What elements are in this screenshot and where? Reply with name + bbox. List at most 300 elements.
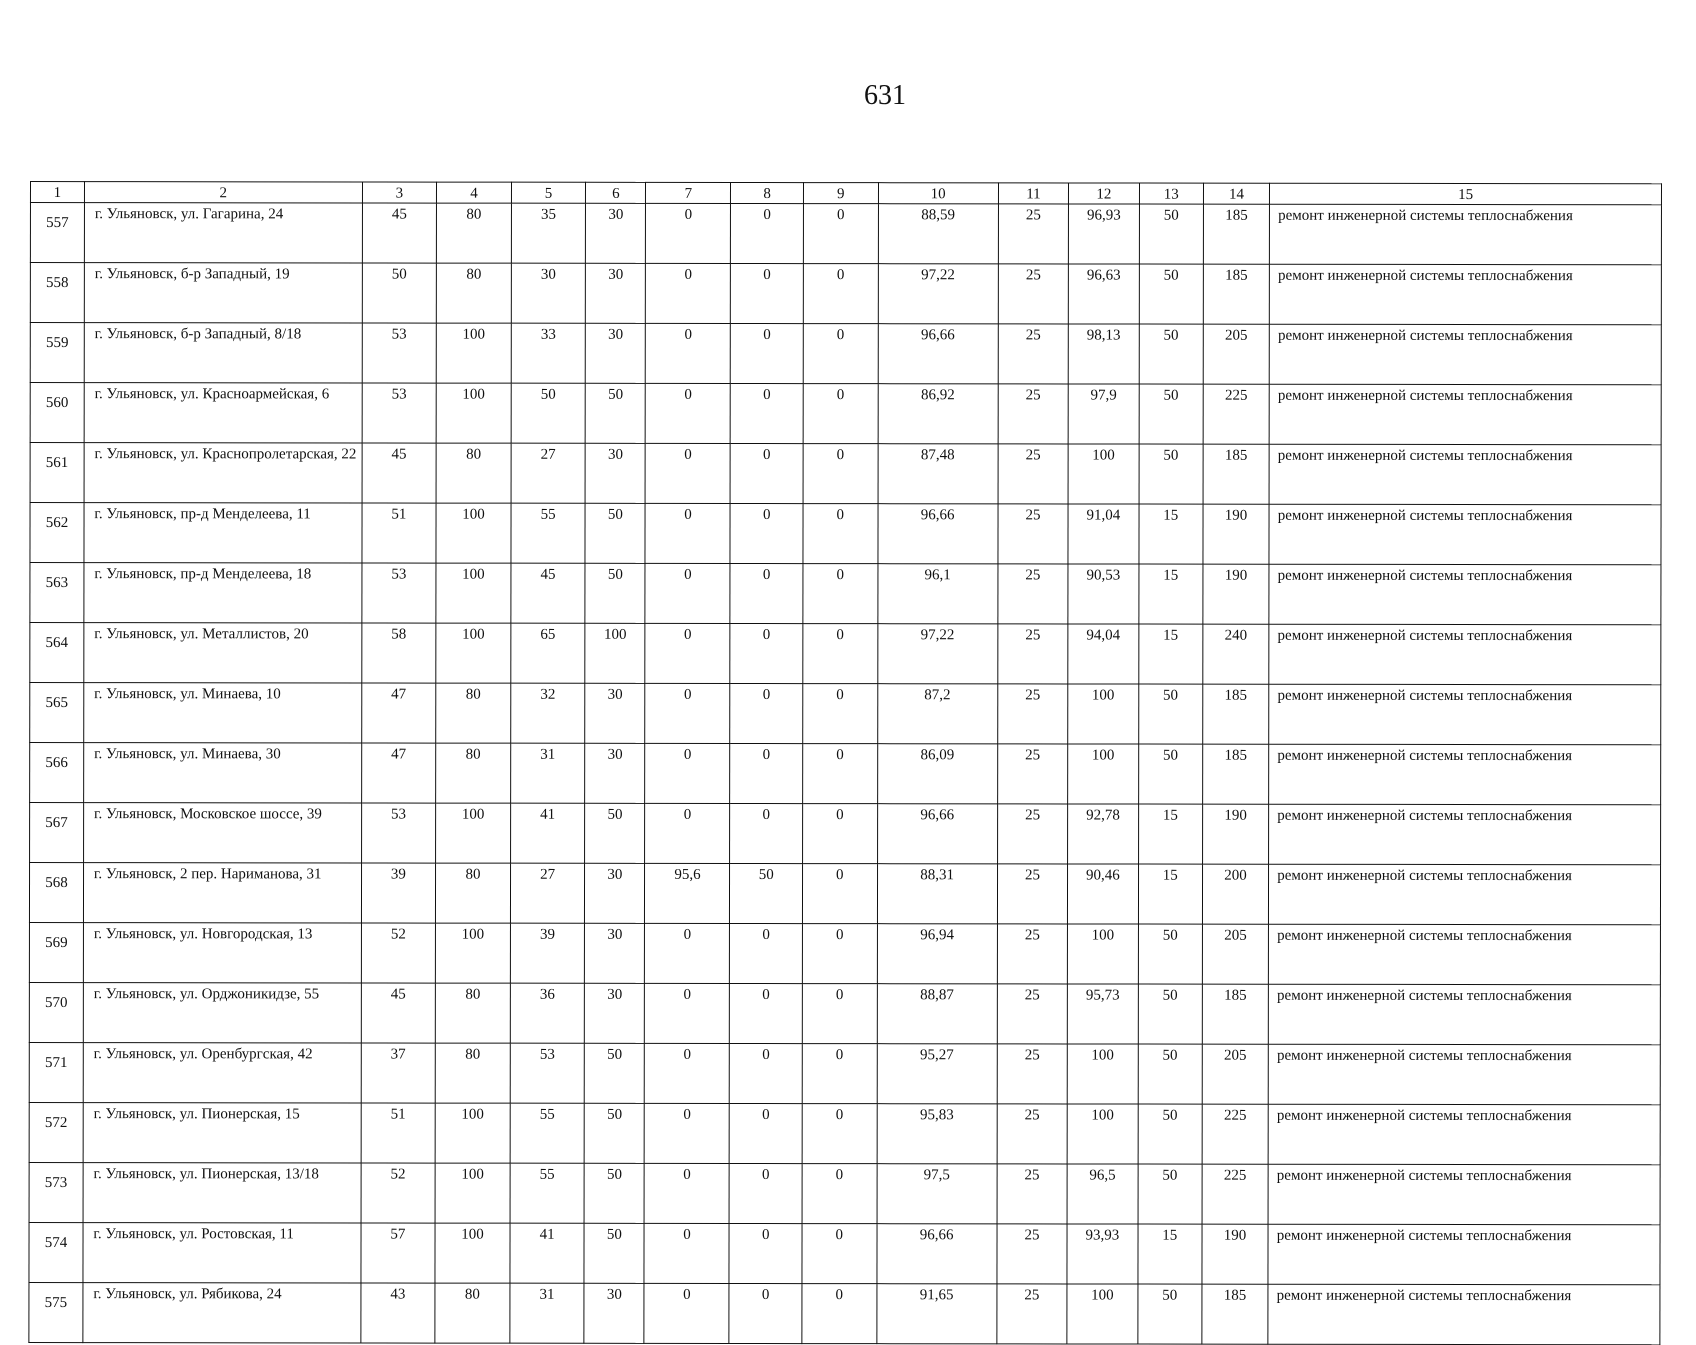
address-cell: г. Ульяновск, б-р Западный, 8/18 <box>84 323 362 383</box>
table-row <box>30 743 1661 805</box>
col-4-cell: 100 <box>435 1103 510 1163</box>
column-header-4: 4 <box>437 182 512 203</box>
col-14-cell: 185 <box>1203 204 1269 264</box>
col-9-cell: 0 <box>802 1284 877 1344</box>
col-8-cell: 0 <box>730 983 803 1043</box>
table-row <box>30 803 1661 865</box>
col-5-cell: 45 <box>511 563 586 623</box>
col-6-cell: 50 <box>585 563 645 623</box>
address-cell: г. Ульяновск, ул. Краснопролетарская, 22 <box>84 443 362 503</box>
col-5-cell: 41 <box>510 803 585 863</box>
table-row <box>29 923 1660 985</box>
row-number-cell: 564 <box>30 623 84 683</box>
col-10-cell: 97,5 <box>877 1164 997 1224</box>
col-5-cell: 27 <box>511 443 586 503</box>
col-4-cell: 80 <box>436 683 511 743</box>
work-type-cell: ремонт инженерной системы теплоснабжения <box>1268 1044 1660 1105</box>
col-11-cell: 25 <box>998 204 1069 264</box>
col-11-cell: 25 <box>998 504 1069 564</box>
col-12-cell: 100 <box>1068 744 1139 804</box>
col-13-cell: 50 <box>1139 264 1203 324</box>
col-6-cell: 50 <box>584 1163 644 1223</box>
col-4-cell: 80 <box>435 983 510 1043</box>
col-3-cell: 52 <box>361 923 436 983</box>
col-10-cell: 87,2 <box>877 684 997 744</box>
col-12-cell: 93,93 <box>1067 1224 1138 1284</box>
col-13-cell: 15 <box>1139 564 1203 624</box>
work-type-cell: ремонт инженерной системы теплоснабжения <box>1269 924 1661 985</box>
col-10-cell: 88,87 <box>877 984 997 1044</box>
table-row <box>30 443 1661 505</box>
col-7-cell: 0 <box>645 1103 730 1163</box>
col-8-cell: 0 <box>730 503 803 563</box>
col-7-cell: 0 <box>645 503 730 563</box>
col-3-cell: 39 <box>361 863 436 923</box>
column-header-14: 14 <box>1203 183 1269 204</box>
col-4-cell: 100 <box>435 1163 510 1223</box>
col-4-cell: 80 <box>436 743 511 803</box>
column-header-9: 9 <box>803 183 878 204</box>
col-7-cell: 0 <box>646 443 731 503</box>
col-5-cell: 55 <box>511 503 586 563</box>
col-9-cell: 0 <box>802 984 877 1044</box>
col-6-cell: 50 <box>585 1043 645 1103</box>
row-number-cell: 574 <box>29 1222 83 1282</box>
col-5-cell: 55 <box>510 1103 585 1163</box>
col-11-cell: 25 <box>997 744 1068 804</box>
row-number-cell: 563 <box>30 563 84 623</box>
col-3-cell: 43 <box>360 1283 435 1343</box>
table-row <box>29 1222 1660 1284</box>
col-14-cell: 205 <box>1202 924 1268 984</box>
column-header-5: 5 <box>511 182 586 203</box>
work-type-cell: ремонт инженерной системы теплоснабжения <box>1268 984 1660 1045</box>
col-6-cell: 30 <box>586 323 646 383</box>
col-8-cell: 50 <box>730 863 803 923</box>
col-5-cell: 55 <box>510 1163 585 1223</box>
col-4-cell: 100 <box>436 383 511 443</box>
address-cell: г. Ульяновск, ул. Оренбургская, 42 <box>83 1043 361 1103</box>
col-4-cell: 100 <box>436 803 511 863</box>
col-7-cell: 0 <box>646 383 731 443</box>
column-header-8: 8 <box>731 182 804 203</box>
col-4-cell: 100 <box>436 623 511 683</box>
document-sheet <box>28 181 1662 1345</box>
col-7-cell: 0 <box>645 803 730 863</box>
row-number-cell: 561 <box>30 443 84 503</box>
col-6-cell: 30 <box>586 263 646 323</box>
col-3-cell: 51 <box>362 503 437 563</box>
row-number-cell: 562 <box>30 503 84 563</box>
work-type-cell: ремонт инженерной системы теплоснабжения <box>1269 384 1661 445</box>
col-11-cell: 25 <box>997 1164 1068 1224</box>
col-13-cell: 15 <box>1139 504 1203 564</box>
col-13-cell: 15 <box>1138 1224 1202 1284</box>
col-14-cell: 225 <box>1202 1104 1268 1164</box>
col-14-cell: 200 <box>1202 864 1268 924</box>
col-3-cell: 45 <box>362 443 437 503</box>
col-9-cell: 0 <box>803 384 878 444</box>
col-5-cell: 53 <box>510 1043 585 1103</box>
col-11-cell: 25 <box>998 444 1069 504</box>
col-5-cell: 27 <box>510 863 585 923</box>
col-9-cell: 0 <box>802 1044 877 1104</box>
col-3-cell: 53 <box>362 323 437 383</box>
column-header-6: 6 <box>586 182 646 203</box>
col-13-cell: 50 <box>1139 324 1203 384</box>
col-5-cell: 31 <box>510 1283 585 1343</box>
col-11-cell: 25 <box>997 684 1068 744</box>
address-cell: г. Ульяновск, ул. Минаева, 30 <box>84 743 362 803</box>
col-14-cell: 185 <box>1203 744 1269 804</box>
col-9-cell: 0 <box>802 1164 877 1224</box>
work-type-cell: ремонт инженерной системы теплоснабжения <box>1269 264 1661 325</box>
row-number-cell: 575 <box>29 1282 83 1342</box>
col-5-cell: 50 <box>511 383 586 443</box>
table-row <box>29 863 1660 925</box>
address-cell: г. Ульяновск, 2 пер. Нариманова, 31 <box>83 863 361 923</box>
col-5-cell: 30 <box>511 263 586 323</box>
col-10-cell: 97,22 <box>877 624 997 684</box>
col-3-cell: 57 <box>361 1223 436 1283</box>
col-14-cell: 185 <box>1202 984 1268 1044</box>
col-4-cell: 100 <box>435 1223 510 1283</box>
col-3-cell: 53 <box>361 803 436 863</box>
column-header-11: 11 <box>998 183 1068 204</box>
col-11-cell: 25 <box>997 864 1068 924</box>
col-10-cell: 96,66 <box>878 324 998 384</box>
col-7-cell: 0 <box>645 743 730 803</box>
col-6-cell: 30 <box>585 743 645 803</box>
col-12-cell: 96,63 <box>1068 264 1139 324</box>
table-row <box>30 263 1661 325</box>
col-11-cell: 25 <box>997 804 1068 864</box>
col-11-cell: 25 <box>997 1104 1068 1164</box>
row-number-cell: 558 <box>30 263 84 323</box>
col-6-cell: 30 <box>585 923 645 983</box>
col-7-cell: 0 <box>645 563 730 623</box>
col-14-cell: 185 <box>1203 444 1269 504</box>
col-12-cell: 94,04 <box>1068 624 1139 684</box>
col-12-cell: 98,13 <box>1068 324 1139 384</box>
col-7-cell: 0 <box>644 1283 729 1343</box>
col-3-cell: 50 <box>362 263 437 323</box>
column-header-15: 15 <box>1270 183 1662 205</box>
col-10-cell: 88,59 <box>878 204 998 264</box>
work-type-cell: ремонт инженерной системы теплоснабжения <box>1268 1224 1660 1285</box>
column-header-12: 12 <box>1069 183 1139 204</box>
col-7-cell: 0 <box>645 923 730 983</box>
col-12-cell: 97,9 <box>1068 384 1139 444</box>
col-8-cell: 0 <box>730 923 803 983</box>
row-number-cell: 559 <box>30 323 84 383</box>
col-11-cell: 25 <box>997 1284 1068 1344</box>
col-8-cell: 0 <box>729 1283 802 1343</box>
col-14-cell: 185 <box>1202 1284 1268 1344</box>
col-11-cell: 25 <box>998 564 1069 624</box>
col-11-cell: 25 <box>997 1224 1068 1284</box>
col-11-cell: 25 <box>998 624 1069 684</box>
col-14-cell: 205 <box>1202 1044 1268 1104</box>
data-table <box>28 181 1662 1345</box>
col-9-cell: 0 <box>802 1224 877 1284</box>
col-8-cell: 0 <box>730 443 803 503</box>
col-14-cell: 225 <box>1202 1164 1268 1224</box>
table-row <box>30 383 1661 445</box>
address-cell: г. Ульяновск, б-р Западный, 19 <box>84 263 362 323</box>
table-row <box>30 203 1661 265</box>
col-12-cell: 95,73 <box>1067 984 1138 1044</box>
address-cell: г. Ульяновск, ул. Пионерская, 13/18 <box>83 1163 361 1223</box>
work-type-cell: ремонт инженерной системы теплоснабжения <box>1268 1104 1660 1165</box>
col-13-cell: 15 <box>1138 864 1202 924</box>
col-10-cell: 87,48 <box>878 444 998 504</box>
col-4-cell: 80 <box>436 863 511 923</box>
row-number-cell: 566 <box>30 743 84 803</box>
col-9-cell: 0 <box>803 744 878 804</box>
table-row <box>30 623 1661 685</box>
col-13-cell: 50 <box>1139 384 1203 444</box>
address-cell: г. Ульяновск, ул. Пионерская, 15 <box>83 1103 361 1163</box>
row-number-cell: 573 <box>29 1162 83 1222</box>
col-8-cell: 0 <box>730 1103 803 1163</box>
work-type-cell: ремонт инженерной системы теплоснабжения <box>1269 804 1661 865</box>
col-9-cell: 0 <box>802 924 877 984</box>
col-4-cell: 80 <box>436 443 511 503</box>
col-6-cell: 30 <box>585 983 645 1043</box>
col-10-cell: 96,66 <box>878 504 998 564</box>
col-3-cell: 47 <box>361 743 436 803</box>
col-9-cell: 0 <box>803 564 878 624</box>
col-14-cell: 190 <box>1202 1224 1268 1284</box>
table-row <box>30 563 1661 625</box>
col-4-cell: 100 <box>436 563 511 623</box>
col-4-cell: 100 <box>436 923 511 983</box>
table-row <box>29 1282 1660 1344</box>
col-6-cell: 50 <box>585 383 645 443</box>
col-12-cell: 100 <box>1067 1284 1138 1344</box>
col-8-cell: 0 <box>729 1163 802 1223</box>
col-3-cell: 53 <box>362 383 437 443</box>
col-11-cell: 25 <box>997 984 1068 1044</box>
row-number-cell: 572 <box>29 1102 83 1162</box>
work-type-cell: ремонт инженерной системы теплоснабжения <box>1269 564 1661 625</box>
column-header-2: 2 <box>84 182 362 203</box>
work-type-cell: ремонт инженерной системы теплоснабжения <box>1269 324 1661 385</box>
col-8-cell: 0 <box>730 623 803 683</box>
col-7-cell: 0 <box>645 1043 730 1103</box>
col-9-cell: 0 <box>803 444 878 504</box>
work-type-cell: ремонт инженерной системы теплоснабжения <box>1269 744 1661 805</box>
column-header-7: 7 <box>646 182 731 203</box>
address-cell: г. Ульяновск, ул. Ростовская, 11 <box>83 1223 361 1283</box>
col-3-cell: 51 <box>361 1103 436 1163</box>
header-row <box>30 182 1661 205</box>
col-10-cell: 96,66 <box>877 804 997 864</box>
col-13-cell: 15 <box>1138 624 1202 684</box>
col-14-cell: 205 <box>1203 324 1269 384</box>
col-4-cell: 80 <box>436 263 511 323</box>
col-10-cell: 97,22 <box>878 264 998 324</box>
page-number: 631 <box>864 80 906 111</box>
row-number-cell: 569 <box>29 923 83 983</box>
col-12-cell: 100 <box>1067 1044 1138 1104</box>
col-12-cell: 96,5 <box>1067 1164 1138 1224</box>
col-13-cell: 50 <box>1138 1104 1202 1164</box>
col-4-cell: 80 <box>435 1043 510 1103</box>
col-11-cell: 25 <box>998 264 1069 324</box>
col-4-cell: 80 <box>435 1283 510 1343</box>
table-row <box>29 1162 1660 1224</box>
col-10-cell: 96,1 <box>877 564 997 624</box>
col-5-cell: 33 <box>511 323 586 383</box>
col-13-cell: 50 <box>1138 984 1202 1044</box>
col-14-cell: 190 <box>1203 564 1269 624</box>
col-7-cell: 0 <box>646 263 731 323</box>
col-10-cell: 86,92 <box>878 384 998 444</box>
col-13-cell: 50 <box>1138 1284 1202 1344</box>
col-14-cell: 240 <box>1203 624 1269 684</box>
col-14-cell: 185 <box>1203 264 1269 324</box>
col-7-cell: 0 <box>645 683 730 743</box>
col-13-cell: 50 <box>1138 1044 1202 1104</box>
col-13-cell: 50 <box>1138 684 1202 744</box>
col-10-cell: 96,66 <box>877 1224 997 1284</box>
table-body <box>29 203 1662 1345</box>
table-row <box>29 982 1660 1044</box>
col-3-cell: 52 <box>361 1163 436 1223</box>
col-7-cell: 0 <box>646 203 731 263</box>
col-5-cell: 41 <box>510 1223 585 1283</box>
col-8-cell: 0 <box>730 803 803 863</box>
work-type-cell: ремонт инженерной системы теплоснабжения <box>1269 504 1661 565</box>
col-3-cell: 58 <box>361 623 436 683</box>
col-12-cell: 91,04 <box>1068 504 1139 564</box>
col-8-cell: 0 <box>731 383 804 443</box>
col-14-cell: 190 <box>1202 804 1268 864</box>
address-cell: г. Ульяновск, Московское шоссе, 39 <box>83 803 361 863</box>
col-11-cell: 25 <box>997 1044 1068 1104</box>
work-type-cell: ремонт инженерной системы теплоснабжения <box>1269 624 1661 685</box>
col-7-cell: 0 <box>645 623 730 683</box>
col-7-cell: 0 <box>644 1223 729 1283</box>
col-14-cell: 185 <box>1203 684 1269 744</box>
work-type-cell: ремонт инженерной системы теплоснабжения <box>1269 864 1661 925</box>
col-9-cell: 0 <box>803 684 878 744</box>
col-12-cell: 100 <box>1067 1104 1138 1164</box>
col-8-cell: 0 <box>730 563 803 623</box>
row-number-cell: 567 <box>30 803 84 863</box>
column-header-10: 10 <box>878 183 998 204</box>
col-10-cell: 86,09 <box>877 744 997 804</box>
col-13-cell: 50 <box>1139 444 1203 504</box>
row-number-cell: 565 <box>30 683 84 743</box>
col-3-cell: 53 <box>361 563 436 623</box>
col-13-cell: 50 <box>1138 744 1202 804</box>
table-row <box>29 1102 1660 1164</box>
col-11-cell: 25 <box>997 924 1068 984</box>
col-10-cell: 88,31 <box>877 864 997 924</box>
col-12-cell: 96,93 <box>1069 204 1140 264</box>
col-6-cell: 30 <box>585 443 645 503</box>
table-row <box>30 683 1661 745</box>
col-6-cell: 100 <box>585 623 645 683</box>
address-cell: г. Ульяновск, пр-д Менделеева, 11 <box>84 503 362 563</box>
row-number-cell: 568 <box>29 863 83 923</box>
col-4-cell: 80 <box>437 203 512 263</box>
address-cell: г. Ульяновск, ул. Минаева, 10 <box>84 683 362 743</box>
table-row <box>29 1042 1660 1104</box>
col-11-cell: 25 <box>998 384 1069 444</box>
address-cell: г. Ульяновск, пр-д Менделеева, 18 <box>84 563 362 623</box>
col-12-cell: 100 <box>1068 444 1139 504</box>
work-type-cell: ремонт инженерной системы теплоснабжения <box>1268 1164 1660 1225</box>
row-number-cell: 570 <box>29 982 83 1042</box>
column-header-3: 3 <box>362 182 437 203</box>
col-9-cell: 0 <box>803 264 878 324</box>
col-10-cell: 96,94 <box>877 924 997 984</box>
table-row <box>30 323 1661 385</box>
col-5-cell: 31 <box>510 743 585 803</box>
col-6-cell: 30 <box>586 203 646 263</box>
col-3-cell: 45 <box>362 203 437 263</box>
col-9-cell: 0 <box>802 864 877 924</box>
col-8-cell: 0 <box>731 263 804 323</box>
address-cell: г. Ульяновск, ул. Новгородская, 13 <box>83 923 361 983</box>
col-3-cell: 45 <box>361 983 436 1043</box>
col-6-cell: 50 <box>585 803 645 863</box>
address-cell: г. Ульяновск, ул. Красноармейская, 6 <box>84 383 362 443</box>
address-cell: г. Ульяновск, ул. Металлистов, 20 <box>84 623 362 683</box>
col-12-cell: 92,78 <box>1068 804 1139 864</box>
col-3-cell: 47 <box>361 683 436 743</box>
row-number-cell: 557 <box>30 203 84 263</box>
col-9-cell: 0 <box>803 624 878 684</box>
col-8-cell: 0 <box>731 323 804 383</box>
col-5-cell: 65 <box>511 623 586 683</box>
row-number-cell: 560 <box>30 383 84 443</box>
col-10-cell: 95,27 <box>877 1044 997 1104</box>
col-14-cell: 190 <box>1203 504 1269 564</box>
col-7-cell: 95,6 <box>645 863 730 923</box>
col-12-cell: 90,53 <box>1068 564 1139 624</box>
col-8-cell: 0 <box>731 203 804 263</box>
col-8-cell: 0 <box>730 743 803 803</box>
col-7-cell: 0 <box>646 323 731 383</box>
col-6-cell: 50 <box>585 503 645 563</box>
col-8-cell: 0 <box>730 1043 803 1103</box>
col-10-cell: 91,65 <box>876 1284 996 1344</box>
col-5-cell: 39 <box>510 923 585 983</box>
col-8-cell: 0 <box>729 1223 802 1283</box>
column-header-13: 13 <box>1139 183 1203 204</box>
col-13-cell: 50 <box>1138 1164 1202 1224</box>
col-13-cell: 50 <box>1138 924 1202 984</box>
col-8-cell: 0 <box>730 683 803 743</box>
col-13-cell: 50 <box>1139 204 1203 264</box>
col-14-cell: 225 <box>1203 384 1269 444</box>
col-4-cell: 100 <box>436 503 511 563</box>
col-13-cell: 15 <box>1138 804 1202 864</box>
work-type-cell: ремонт инженерной системы теплоснабжения <box>1269 444 1661 505</box>
col-5-cell: 32 <box>510 683 585 743</box>
col-4-cell: 100 <box>436 323 511 383</box>
col-5-cell: 35 <box>511 203 586 263</box>
col-11-cell: 25 <box>998 324 1069 384</box>
col-3-cell: 37 <box>361 1043 436 1103</box>
work-type-cell: ремонт инженерной системы теплоснабжения <box>1268 1284 1660 1345</box>
address-cell: г. Ульяновск, ул. Орджоникидзе, 55 <box>83 983 361 1043</box>
